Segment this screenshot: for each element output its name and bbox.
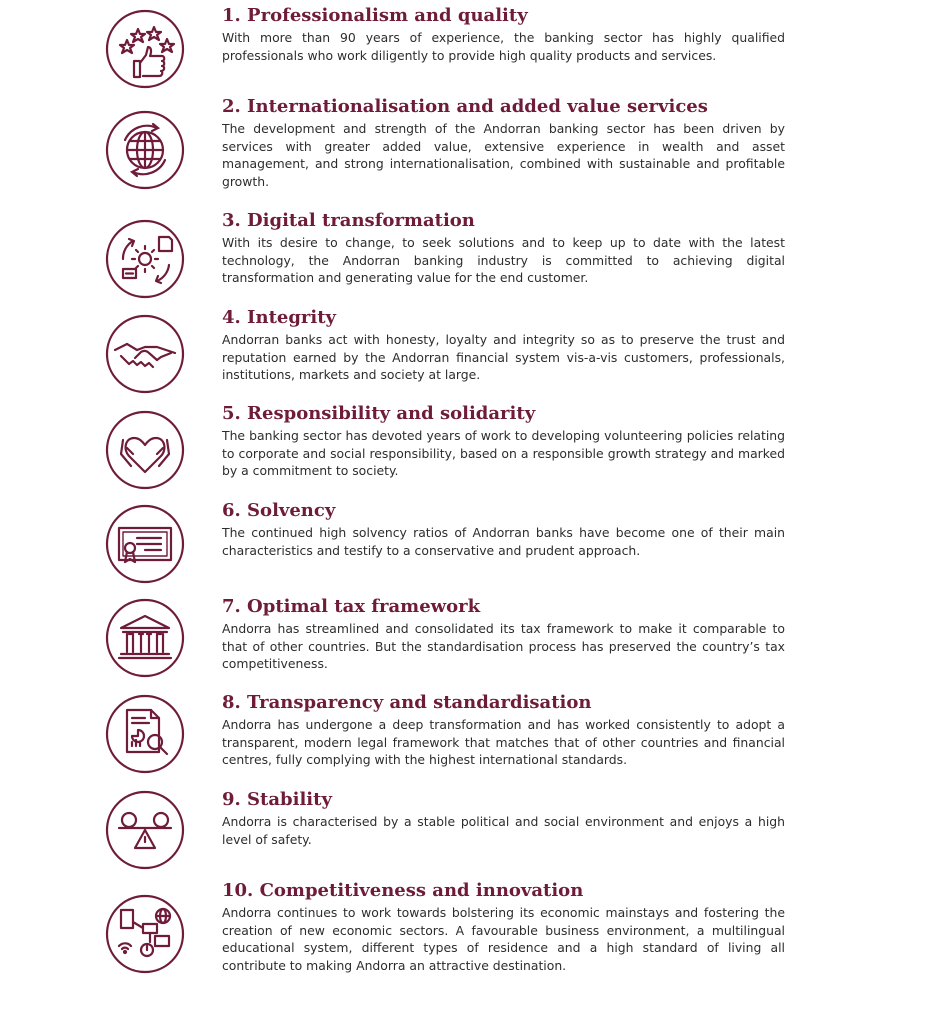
item-title: 4. Integrity (222, 307, 337, 328)
item-title: 10. Competitiveness and innovation (222, 880, 584, 901)
item-text: Andorra has streamlined and consolidated its tax framework to make it comparable to that of other countries. But the standardisation process has preserved the country’s tax competitiveness. (222, 621, 785, 671)
item-title: 3. Digital transformation (222, 210, 475, 231)
item-title: 9. Stability (222, 789, 332, 810)
digital-cycle-icon (105, 219, 185, 299)
item-text: The banking sector has devoted years of work to developing volunteering policies relating to corporate and social responsibility, based on a responsible growth strategy and marked by a commitment to society. (222, 428, 785, 478)
item-title: 2. Internationalisation and added value services (222, 96, 708, 117)
item-text: Andorran banks act with honesty, loyalty and integrity so as to preserve the trust and reputation earned by the Andorran financial system vis-a-vis customers, professionals, institutions, markets and society at large. (222, 332, 785, 382)
item-text: Andorra is characterised by a stable political and social environment and enjoys a high level of safety. (222, 814, 785, 847)
item-text: With its desire to change, to seek solutions and to keep up to date with the latest technology, the Andorran banking industry is committed to achieving digital transformation and generating value for the end customer. (222, 235, 785, 285)
heart-hands-icon (105, 410, 185, 490)
document-magnifier-icon (105, 694, 185, 774)
devices-icon (105, 894, 185, 974)
thumbs-up-stars-icon (105, 9, 185, 89)
item-title: 5. Responsibility and solidarity (222, 403, 536, 424)
item-text: The development and strength of the Andorran banking sector has been driven by services with greater added value, extensive experience in wealth and asset management, and strong internationalisation, combined with sustainable and profitable growth. (222, 121, 785, 189)
item-text: The continued high solvency ratios of Andorran banks have become one of their main characteristics and testify to a conservative and prudent approach. (222, 525, 785, 558)
handshake-icon (105, 314, 185, 394)
balance-icon (105, 790, 185, 870)
item-text: Andorra has undergone a deep transformation and has worked consistently to adopt a transparent, modern legal framework that matches that of other countries and financial centres, fully complying with the highest international standards. (222, 717, 785, 767)
globe-icon (105, 110, 185, 190)
item-title: 6. Solvency (222, 500, 336, 521)
certificate-icon (105, 504, 185, 584)
bank-building-icon (105, 598, 185, 678)
item-text: Andorra continues to work towards bolstering its economic mainstays and fostering the creation of new economic sectors. A favourable business environment, a multilingual educational system, different types of residence and a high standard of living all contribute to making Andorra an attractive destination. (222, 905, 785, 973)
item-title: 7. Optimal tax framework (222, 596, 481, 617)
item-title: 1. Professionalism and quality (222, 5, 528, 26)
item-text: With more than 90 years of experience, the banking sector has highly qualified professionals who work diligently to provide high quality products and services. (222, 30, 785, 63)
item-title: 8. Transparency and standardisation (222, 692, 592, 713)
